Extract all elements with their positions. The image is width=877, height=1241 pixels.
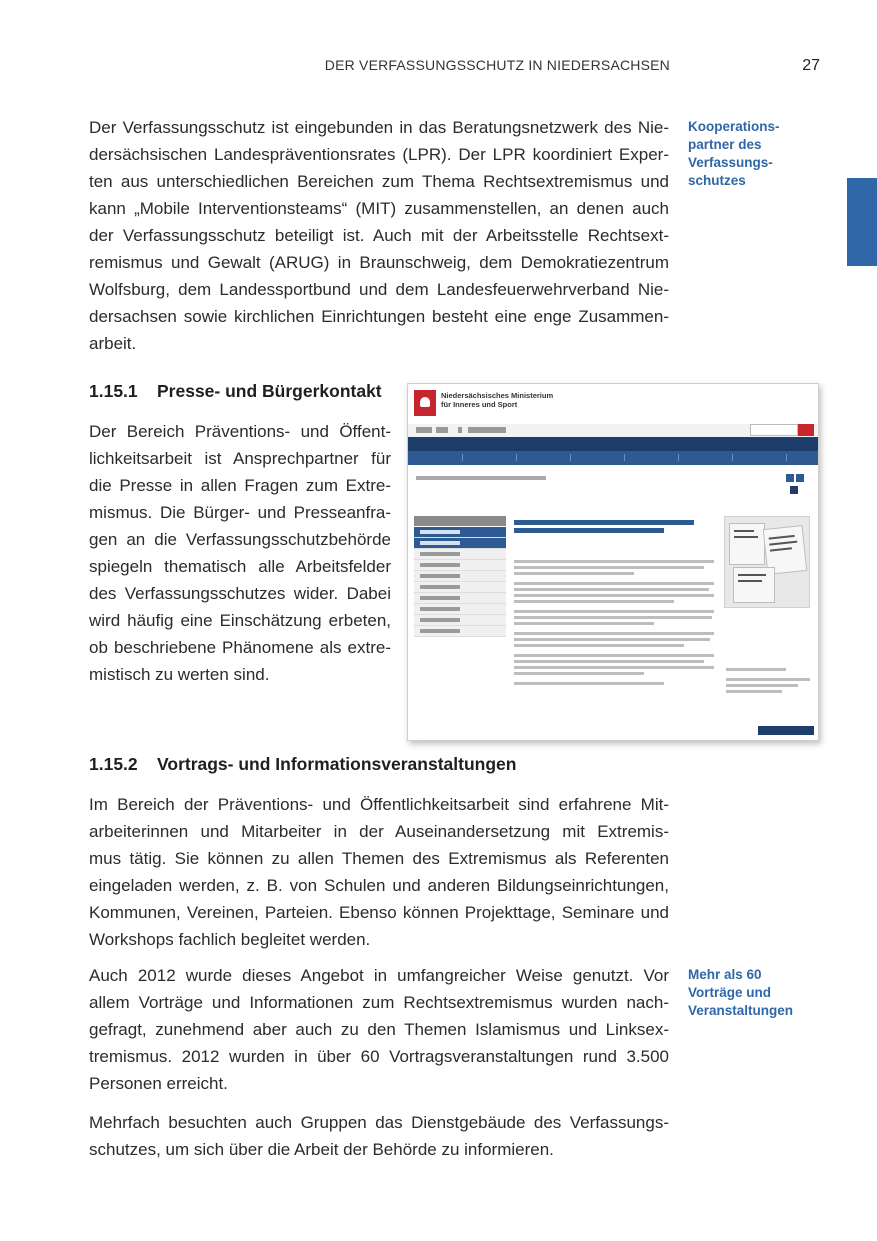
text-line: die Presse in allen Fragen zum Extre- bbox=[89, 476, 391, 495]
margin-note-line: Vorträge und bbox=[688, 985, 772, 1000]
text-line: gefragt, zunehmend aber auch zu den Themen Islamismus und Linksex- bbox=[89, 1020, 669, 1039]
margin-note-line: schutzes bbox=[688, 173, 746, 188]
text-line: dersachsen sowie kirchlichen Einrichtungen besteht eine enge Zusammen- bbox=[89, 307, 669, 326]
vortraege-paragraph-2 bbox=[89, 962, 669, 1097]
text-line: Auch 2012 wurde dieses Angebot in umfangreicher Weise genutzt. Vor bbox=[89, 966, 669, 985]
text-line: mismus. Die Bürger- und Presseanfra- bbox=[89, 503, 391, 522]
text-line: lichkeitsarbeit ist Ansprechpartner für bbox=[89, 449, 391, 468]
text-line: ob beschriebene Phänomene als extre- bbox=[89, 638, 391, 657]
intro-paragraph bbox=[89, 114, 669, 357]
text-line: des Verfassungsschutzes wider. Dabei bbox=[89, 584, 391, 603]
margin-note-line: Veranstaltungen bbox=[688, 1003, 794, 1018]
text-line: Wolfsburg, dem Landessportbund und dem Landesfeuerwehrverband Nie- bbox=[89, 280, 669, 299]
text-line: wird häufig eine Einschätzung erbeten, bbox=[89, 611, 391, 630]
text-line: Personen erreicht. bbox=[89, 1074, 228, 1093]
text-line: remismus und Gewalt (ARUG) in Braunschweig, dem Demokratiezentrum bbox=[89, 253, 669, 272]
margin-note-line: Kooperations- bbox=[688, 119, 780, 134]
website-press-clippings-image bbox=[724, 516, 810, 608]
text-line: mus tätig. Sie können zu allen Themen des Extremismus als Referenten bbox=[89, 849, 669, 868]
text-line: kann „Mobile Interventionsteams“ (MIT) zusammenstellen, an denen auch bbox=[89, 199, 669, 218]
website-sidebar bbox=[414, 516, 506, 666]
text-line: arbeiterinnen und Mitarbeiter in der Auseinandersetzung mit Extremis- bbox=[89, 822, 669, 841]
text-line: mistisch zu werten sind. bbox=[89, 665, 270, 684]
margin-note-talks bbox=[688, 966, 798, 1020]
section-number: 1.15.1 bbox=[89, 381, 138, 401]
page-number: 27 bbox=[802, 57, 820, 74]
section-heading-presse bbox=[89, 381, 382, 402]
text-line: arbeit. bbox=[89, 334, 137, 353]
website-button bbox=[758, 726, 814, 735]
website-header bbox=[408, 384, 818, 424]
vortraege-paragraph-1 bbox=[89, 791, 669, 953]
ministry-name-line2: für Inneres und Sport bbox=[441, 400, 518, 409]
text-line: Der Bereich Präventions- und Öffent- bbox=[89, 422, 391, 441]
lower-saxony-crest-icon bbox=[414, 390, 436, 416]
text-line: Der Verfassungsschutz ist eingebunden in das Beratungsnetzwerk des Nie- bbox=[89, 118, 669, 137]
ministry-name bbox=[441, 391, 601, 409]
website-search-button bbox=[798, 424, 814, 436]
website-sub-nav bbox=[408, 451, 818, 465]
vortraege-paragraph-3 bbox=[89, 1109, 669, 1163]
text-line: allem Vorträge und Informationen zum Rechtsextremismus wurden nach- bbox=[89, 993, 669, 1012]
margin-note-line: partner des bbox=[688, 137, 762, 152]
text-line: schutzes, um sich über die Arbeit der Behörde zu informieren. bbox=[89, 1140, 554, 1159]
section-title: Presse- und Bürgerkontakt bbox=[157, 381, 382, 401]
text-line: dersächsischen Landespräventionsrates (LPR). Der LPR koordiniert Exper- bbox=[89, 145, 669, 164]
website-font-size-icon bbox=[796, 474, 804, 482]
running-header: DER VERFASSUNGSSCHUTZ IN NIEDERSACHSEN bbox=[324, 57, 670, 73]
website-font-size-icon bbox=[786, 474, 794, 482]
text-line: gen an die Verfassungsschutzbehörde bbox=[89, 530, 391, 549]
text-line: Kommunen, Vereinen, Parteien. Ebenso können Projekttage, Seminare und bbox=[89, 903, 669, 922]
text-line: tremismus. 2012 wurden in über 60 Vortragsveranstaltungen rund 3.500 bbox=[89, 1047, 669, 1066]
section-heading-vortraege bbox=[89, 754, 516, 775]
section-title: Vortrags- und Informationsveranstaltungen bbox=[157, 754, 517, 774]
text-line: der Verfassungsschutz beteiligt ist. Auch mit der Arbeitsstelle Rechtsext- bbox=[89, 226, 669, 245]
ministry-name-line1: Niedersächsisches Ministerium bbox=[441, 391, 554, 400]
website-main-nav bbox=[408, 437, 818, 451]
website-breadcrumb bbox=[416, 476, 546, 480]
text-line: eingeladen werden, z. B. von Schulen und anderen Bildungseinrichtungen, bbox=[89, 876, 669, 895]
chapter-thumb-tab bbox=[847, 178, 877, 266]
margin-note-line: Verfassungs- bbox=[688, 155, 773, 170]
website-print-icon bbox=[790, 486, 798, 494]
text-line: Workshops fachlich begleitet werden. bbox=[89, 930, 371, 949]
text-line: ten aus unterschiedlichen Bereichen zum Thema Rechtsextremismus und bbox=[89, 172, 669, 191]
website-search-input bbox=[750, 424, 798, 436]
website-article bbox=[514, 516, 714, 716]
text-line: spiegeln thematisch alle Arbeitsfelder bbox=[89, 557, 391, 576]
text-line: Mehrfach besuchten auch Gruppen das Dienstgebäude des Verfassungs- bbox=[89, 1113, 669, 1132]
margin-note-line: Mehr als 60 bbox=[688, 967, 762, 982]
website-screenshot bbox=[407, 383, 819, 741]
margin-note-cooperation bbox=[688, 118, 798, 190]
presse-paragraph bbox=[89, 418, 391, 688]
text-line: Im Bereich der Präventions- und Öffentlichkeitsarbeit sind erfahrene Mit- bbox=[89, 795, 669, 814]
section-number: 1.15.2 bbox=[89, 754, 138, 774]
